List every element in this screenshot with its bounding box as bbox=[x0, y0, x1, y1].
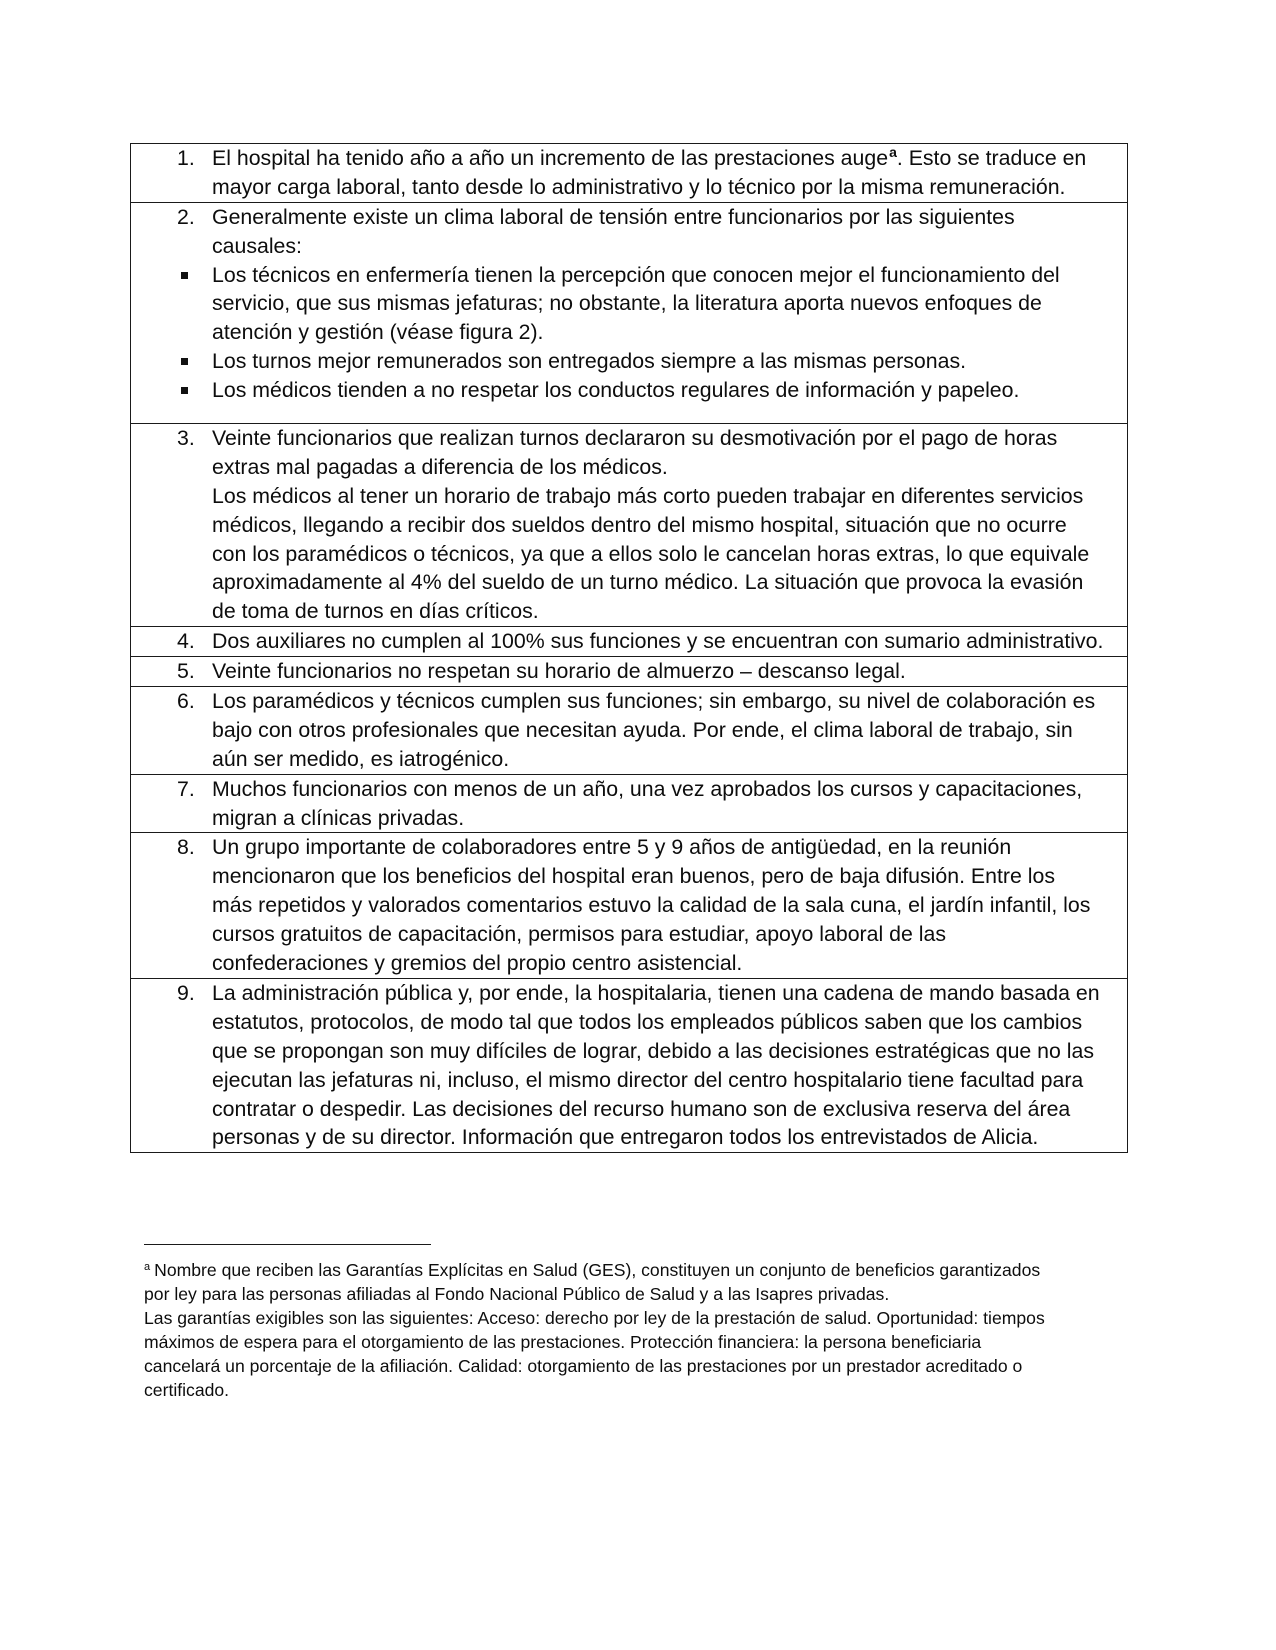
item-line: ejecutan las jefaturas ni, incluso, el mismo director del centro hospitalario tiene facultad para bbox=[212, 1067, 1084, 1092]
item-line: Dos auxiliares no cumplen al 100% sus funciones y se encuentran con sumario administrativo. bbox=[212, 629, 1104, 654]
item-line: La administración pública y, por ende, la hospitalaria, tienen una cadena de mando basada en bbox=[212, 980, 1100, 1005]
footnote bbox=[144, 1258, 1045, 1402]
item-line: Un grupo importante de colaboradores entre 5 y 9 años de antigüedad, en la reunión bbox=[212, 835, 1012, 860]
item-line: personas y de su director. Información que entregaron todos los entrevistados de Alicia. bbox=[212, 1125, 1039, 1150]
bullet-item bbox=[212, 376, 1127, 405]
footnote-line: cancelará un porcentaje de la afiliación. Calidad: otorgamiento de las prestaciones por un prestador acreditado o bbox=[144, 1356, 1023, 1376]
item-line: de toma de turnos en días críticos. bbox=[212, 599, 539, 624]
item-line: Los paramédicos y técnicos cumplen sus funciones; sin embargo, su nivel de colaboración es bbox=[212, 689, 1096, 714]
item-line: causales: bbox=[212, 233, 302, 258]
item-line: mencionaron que los beneficios del hospital eran buenos, pero de baja difusión. Entre los bbox=[212, 864, 1055, 889]
item-line: bajo con otros profesionales que necesitan ayuda. Por ende, el clima laboral de trabajo, sin bbox=[212, 717, 1073, 742]
table-row-4 bbox=[131, 626, 1127, 656]
item-line: Generalmente existe un clima laboral de tensión entre funcionarios por las siguientes bbox=[212, 204, 1015, 229]
footnote-line: máximos de espera para el otorgamiento de las prestaciones. Protección financiera: la persona beneficiaria bbox=[144, 1332, 982, 1352]
table-row-3 bbox=[131, 423, 1127, 626]
table-row-2 bbox=[131, 202, 1127, 423]
item-line: extras mal pagadas a diferencia de los médicos. bbox=[212, 454, 668, 479]
item-line: Veinte funcionarios no respetan su horario de almuerzo – descanso legal. bbox=[212, 659, 906, 684]
item-number: 4. bbox=[177, 629, 195, 654]
table-row-6 bbox=[131, 686, 1127, 774]
table-row-1 bbox=[131, 144, 1127, 202]
item-line bbox=[212, 144, 1127, 173]
table-row-5 bbox=[131, 656, 1127, 686]
footnote-line bbox=[144, 1258, 1045, 1282]
item-line: aún ser medido, es iatrogénico. bbox=[212, 746, 510, 771]
item-line: con los paramédicos o técnicos, ya que a ellos solo le cancelan horas extras, lo que equivale bbox=[212, 541, 1090, 566]
bullet-line: Los turnos mejor remunerados son entregados siempre a las mismas personas. bbox=[212, 349, 967, 374]
item-number: 2. bbox=[177, 204, 195, 229]
bullet-item bbox=[212, 347, 1127, 376]
item-number: 6. bbox=[177, 689, 195, 714]
item-number: 5. bbox=[177, 659, 195, 684]
item-line: Muchos funcionarios con menos de un año, una vez aprobados los cursos y capacitaciones, bbox=[212, 776, 1083, 801]
item-line: que se propongan son muy difíciles de lograr, debido a las decisiones estratégicas que no las bbox=[212, 1038, 1095, 1063]
item-number: 7. bbox=[177, 776, 195, 801]
footnote-line: Las garantías exigibles son las siguientes: Acceso: derecho por ley de la prestación de salud. Oportunidad: tiempos bbox=[144, 1308, 1045, 1328]
footnote-separator bbox=[144, 1244, 431, 1245]
item-line: mayor carga laboral, tanto desde lo administrativo y lo técnico por la misma remuneración. bbox=[212, 174, 1066, 199]
item-line: estatutos, protocolos, de modo tal que todos los empleados públicos saben que los cambios bbox=[212, 1009, 1083, 1034]
item-line: aproximadamente al 4% del sueldo de un turno médico. La situación que provoca la evasión bbox=[212, 570, 1084, 595]
item-number: 3. bbox=[177, 426, 195, 451]
footnote-line-text: Nombre que reciben las Garantías Explícitas en Salud (GES), constituyen un conjunto de beneficios garantizados bbox=[154, 1260, 1041, 1280]
item-number: 8. bbox=[177, 835, 195, 860]
bullet-line: Los técnicos en enfermería tienen la percepción que conocen mejor el funcionamiento del bbox=[212, 262, 1060, 287]
square-bullet-icon bbox=[181, 387, 188, 394]
item-line: contratar o despedir. Las decisiones del recurso humano son de exclusiva reserva del área bbox=[212, 1096, 1071, 1121]
item-line: Los médicos al tener un horario de trabajo más corto pueden trabajar en diferentes servicios bbox=[212, 483, 1084, 508]
bullet-line: atención y gestión (véase figura 2). bbox=[212, 320, 544, 345]
item-line: cursos gratuitos de capacitación, permisos para estudiar, apoyo laboral de las bbox=[212, 922, 946, 947]
table-row-7 bbox=[131, 774, 1127, 833]
item-number: 9. bbox=[177, 980, 195, 1005]
item-line-text: . Esto se traduce en bbox=[896, 146, 1087, 170]
table-row-8 bbox=[131, 832, 1127, 977]
footnote-marker: a bbox=[144, 1261, 151, 1273]
item-number: 1. bbox=[177, 146, 195, 170]
bullet-item bbox=[212, 261, 1127, 348]
square-bullet-icon bbox=[181, 272, 188, 279]
square-bullet-icon bbox=[181, 358, 188, 365]
table-row-9 bbox=[131, 978, 1127, 1152]
bullet-line: Los médicos tienden a no respetar los conductos regulares de información y papeleo. bbox=[212, 378, 1020, 403]
footnote-line: por ley para las personas afiliadas al Fondo Nacional Público de Salud y a las Isapres privadas. bbox=[144, 1284, 890, 1304]
footnote-reference: a bbox=[889, 144, 897, 160]
footnote-line: certificado. bbox=[144, 1380, 230, 1400]
findings-table bbox=[130, 143, 1128, 1153]
item-line-text: El hospital ha tenido año a año un incremento de las prestaciones auge bbox=[212, 146, 889, 170]
item-line: confederaciones y gremios del propio centro asistencial. bbox=[212, 951, 743, 976]
item-line: más repetidos y valorados comentarios estuvo la calidad de la sala cuna, el jardín infantil, los bbox=[212, 893, 1091, 918]
item-line: médicos, llegando a recibir dos sueldos dentro del mismo hospital, situación que no ocurre bbox=[212, 512, 1067, 537]
item-line: migran a clínicas privadas. bbox=[212, 805, 465, 830]
item-line: Veinte funcionarios que realizan turnos declararon su desmotivación por el pago de horas bbox=[212, 426, 1058, 451]
bullet-line: servicio, que sus mismas jefaturas; no obstante, la literatura aporta nuevos enfoques de bbox=[212, 291, 1042, 316]
